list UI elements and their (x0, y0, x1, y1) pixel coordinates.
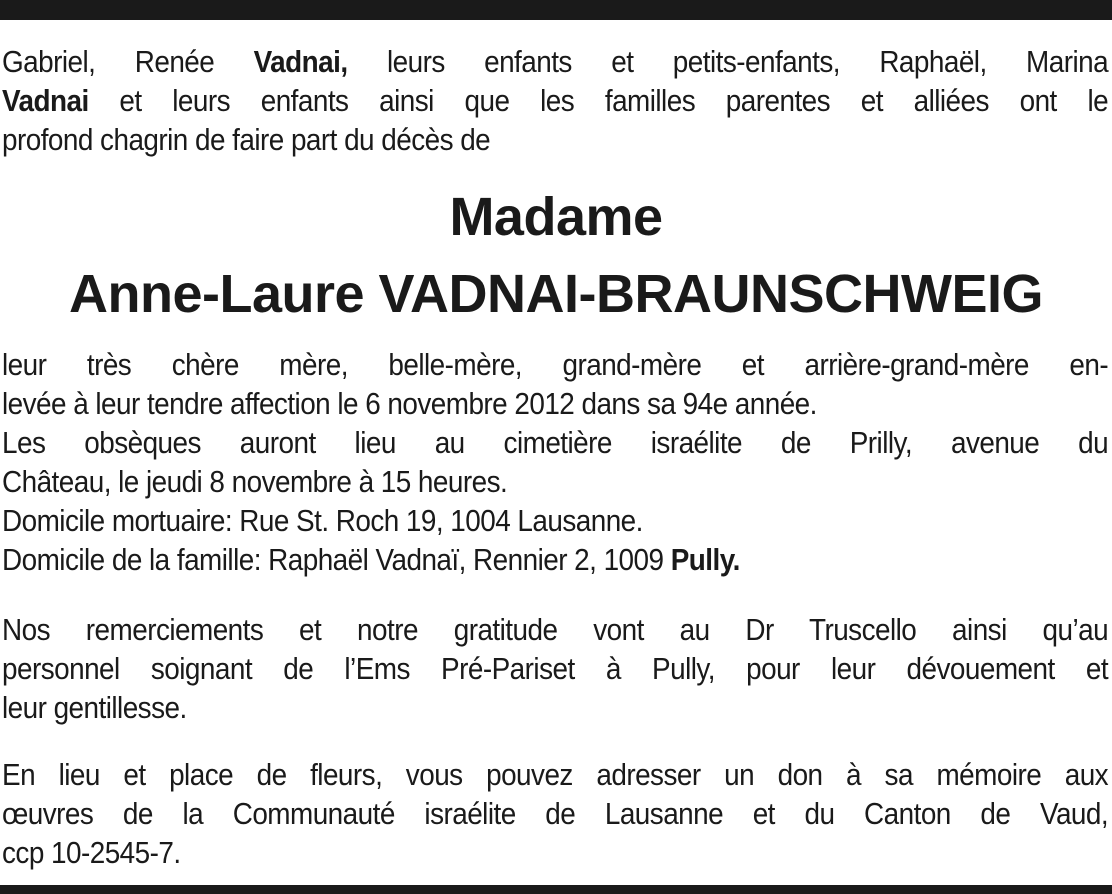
town-bold: Pully. (670, 542, 740, 577)
details-line-1: leur très chère mère, belle-mère, grand-mère et arrière-grand-mère en- (2, 347, 1109, 382)
details-line-4: Château, le jeudi 8 novembre à 15 heures. (2, 464, 508, 499)
details-line-2: levée à leur tendre affection le 6 novembre 2012 dans sa 94e année. (2, 386, 817, 421)
details-line-6: Domicile de la famille: Raphaël Vadnaï, Rennier 2, 1009 Pully. (2, 542, 740, 577)
thanks-line-3: leur gentillesse. (2, 690, 187, 725)
family-name-bold: Vadnai (2, 83, 89, 118)
intro-line-1: Gabriel, Renée Vadnai, leurs enfants et petits-enfants, Raphaël, Marina (2, 44, 1109, 79)
details-paragraph (2, 345, 1108, 579)
thanks-line-2: personnel soignant de l’Ems Pré-Pariset à Pully, pour leur dévouement et (2, 651, 1109, 686)
thanks-paragraph (2, 610, 1108, 727)
details-line-5: Domicile mortuaire: Rue St. Roch 19, 1004 Lausanne. (2, 503, 643, 538)
details-line-3: Les obsèques auront lieu au cimetière israélite de Prilly, avenue du (2, 425, 1109, 460)
donation-paragraph (2, 755, 1108, 872)
family-name-bold: Vadnai, (253, 44, 348, 79)
donation-line-3: ccp 10-2545-7. (2, 835, 181, 870)
deceased-title: Madame (449, 187, 663, 247)
bottom-rule (0, 885, 1112, 894)
top-rule (0, 0, 1112, 20)
intro-paragraph (2, 42, 1108, 159)
thanks-line-1: Nos remerciements et notre gratitude vont au Dr Truscello ainsi qu’au (2, 612, 1109, 647)
deceased-name: Anne-Laure VADNAI-BRAUNSCHWEIG (68, 264, 1043, 324)
intro-line-3: profond chagrin de faire part du décès de (2, 122, 491, 157)
donation-line-1: En lieu et place de fleurs, vous pouvez adresser un don à sa mémoire aux (2, 757, 1109, 792)
intro-line-2: Vadnai et leurs enfants ainsi que les familles parentes et alliées ont le (2, 83, 1109, 118)
donation-line-2: œuvres de la Communauté israélite de Lausanne et du Canton de Vaud, (2, 796, 1109, 831)
